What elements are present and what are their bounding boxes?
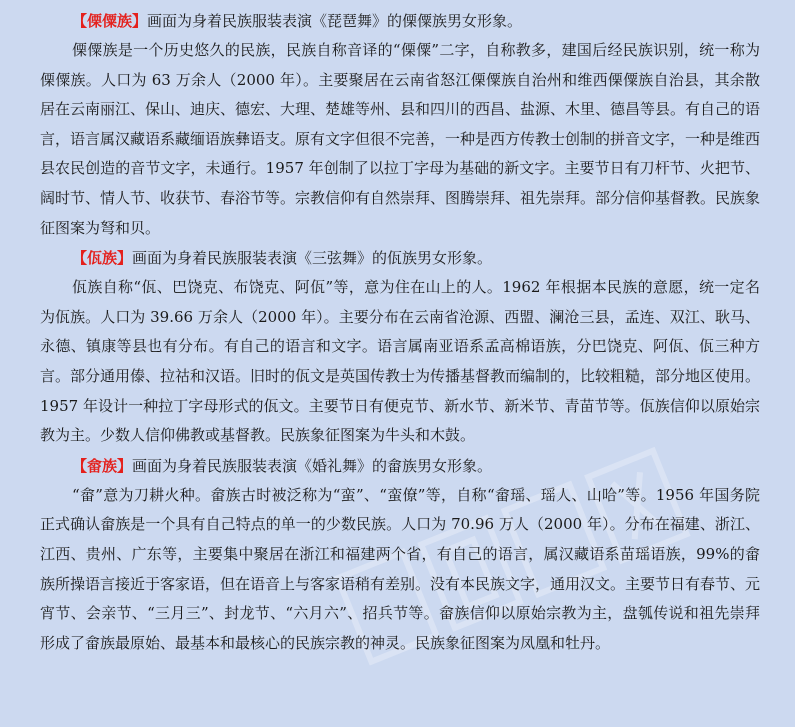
section-heading xyxy=(40,451,760,481)
section-heading xyxy=(40,6,760,36)
section-she xyxy=(40,451,760,659)
section-wa xyxy=(40,243,760,451)
ethnic-tag: 【傈僳族】 xyxy=(72,12,148,30)
ethnic-tag: 【佤族】 xyxy=(72,249,133,268)
image-caption: 画面为身着民族服装表演《婚礼舞》的畲族男女形象。 xyxy=(132,456,493,475)
section-body: 佤族自称“佤、巴饶克、布饶克、阿佤”等，意为住在山上的人。1962 年根据本民族的意愿，统一定名为佤族。人口为 39.66 万余人（2000 年）。主要分布在云南省沧源、西盟、澜沧三县，孟连、双江、耿马、永德、镇康等县也有分布。有自己的语言和文字。语言属南亚语系孟高棉语族，分巴饶克、阿佤、佤三种方言。部分通用傣、拉祜和汉语。旧时的佤文是英国传教士为传播基督教而编制的，比较粗糙，部分地区使用。1957 年设计一种拉丁字母形式的佤文。主要节日有便克节、新水节、新米节、青苗节等。佤族信仰以原始宗教为主。少数人信仰佛教或基督教。民族象征图案为牛头和木鼓。 xyxy=(40,278,761,445)
section-heading xyxy=(40,243,760,273)
image-caption: 画面为身着民族服装表演《琵琶舞》的傈僳族男女形象。 xyxy=(147,12,523,30)
section-body: “畲”意为刀耕火种。畲族古时被泛称为“蛮”、“蛮僚”等，自称“畲瑶、瑶人、山哈”等。1956 年国务院正式确认畲族是一个具有自己特点的单一的少数民族。人口为 70.96 万人（2000 年）。分布在福建、浙江、江西、贵州、广东等，主要集中聚居在浙江和福建两个省，有自己的语言，属汉藏语系苗瑶语族，99%的畲族所操语言接近于客家语，但在语音上与客家语稍有差别。没有本民族文字，通用汉文。主要节日有春节、元宵节、会亲节、“三月三”、封龙节、“六月六”、招兵节等。畲族信仰以原始宗教为主，盘瓠传说和祖先崇拜形成了畲族最原始、最基本和最核心的民族宗教的神灵。民族象征图案为凤凰和牡丹。 xyxy=(40,485,761,652)
section-body: 傈僳族是一个历史悠久的民族，民族自称音译的“傈僳”二字，自称教多，建国后经民族识别，统一称为傈僳族。人口为 63 万余人（2000 年）。主要聚居在云南省怒江傈僳族自治州和维西傈僳族自治县，其余散居在云南丽江、保山、迪庆、德宏、大理、楚雄等州、县和四川的西昌、盐源、木里、德昌等县。有自己的语言，语言属汉藏语系藏缅语族彝语支。原有文字但很不完善，一种是西方传教士创制的拼音文字，一种是维西县农民创造的音节文字，未通行。1957 年创制了以拉丁字母为基础的新文字。主要节日有刀杆节、火把节、阔时节、情人节、收获节、春浴节等。宗教信仰有自然崇拜、图腾崇拜、祖先崇拜。部分信仰基督教。民族象征图案为弩和贝。 xyxy=(40,41,761,237)
document-content xyxy=(40,6,760,658)
image-caption: 画面为身着民族服装表演《三弦舞》的佤族男女形象。 xyxy=(132,249,493,268)
section-lisu xyxy=(40,6,760,243)
ethnic-tag: 【畲族】 xyxy=(72,456,133,475)
